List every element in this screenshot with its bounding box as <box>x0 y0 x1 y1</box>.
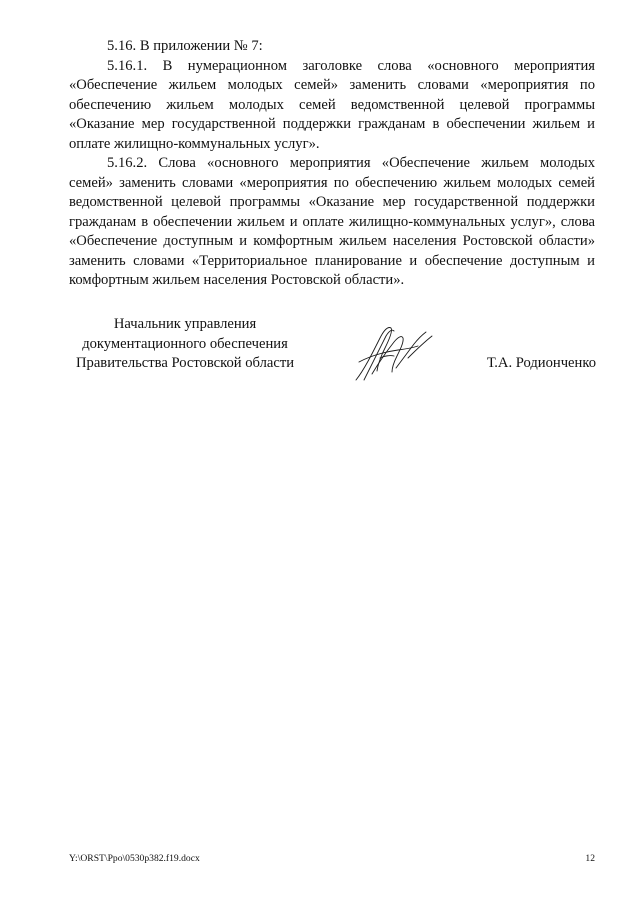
signatory-position <box>60 315 310 374</box>
paragraph-5-16-1: 5.16.1. В нумерационном заголовке слова «основного мероприятия «Обеспечение жильем молодых семей» заменить словами «мероприятия по обеспечению жильем молодых семей ведомственной целевой программы «Оказание мер государственной поддержки гражданам в обеспечении жильем и оплате жилищно-коммунальных услуг». <box>69 57 595 152</box>
paragraph-5-16: 5.16. В приложении № 7: <box>107 38 263 54</box>
paragraph-5-16-2: 5.16.2. Слова «основного мероприятия «Обеспечение жильем молодых семей» заменить словами «мероприятия по обеспечению жильем молодых семей ведомственной целевой программы «Оказание мер государственной поддержки гражданам в обеспечении жильем и оплате жилищно-коммунальных услуг», слова «Обеспечение доступным и комфортным жильем населения Ростовской области» заменить словами «Территориальное планирование и обеспечение доступным и комфортным жильем населения Ростовской области». <box>69 155 595 288</box>
signatory-position-line: документационного обеспечения <box>82 335 288 352</box>
signatory-position-line: Начальник управления <box>113 316 257 332</box>
page-number: 12 <box>585 853 595 864</box>
signatory-position-line: Правительства Ростовской области <box>75 355 295 371</box>
handwritten-signature <box>350 322 436 384</box>
footer-file-path: Y:\ORST\Ppo\0530p382.f19.docx <box>69 853 200 864</box>
document-body <box>69 37 595 291</box>
signatory-name: Т.А. Родионченко <box>486 355 596 371</box>
